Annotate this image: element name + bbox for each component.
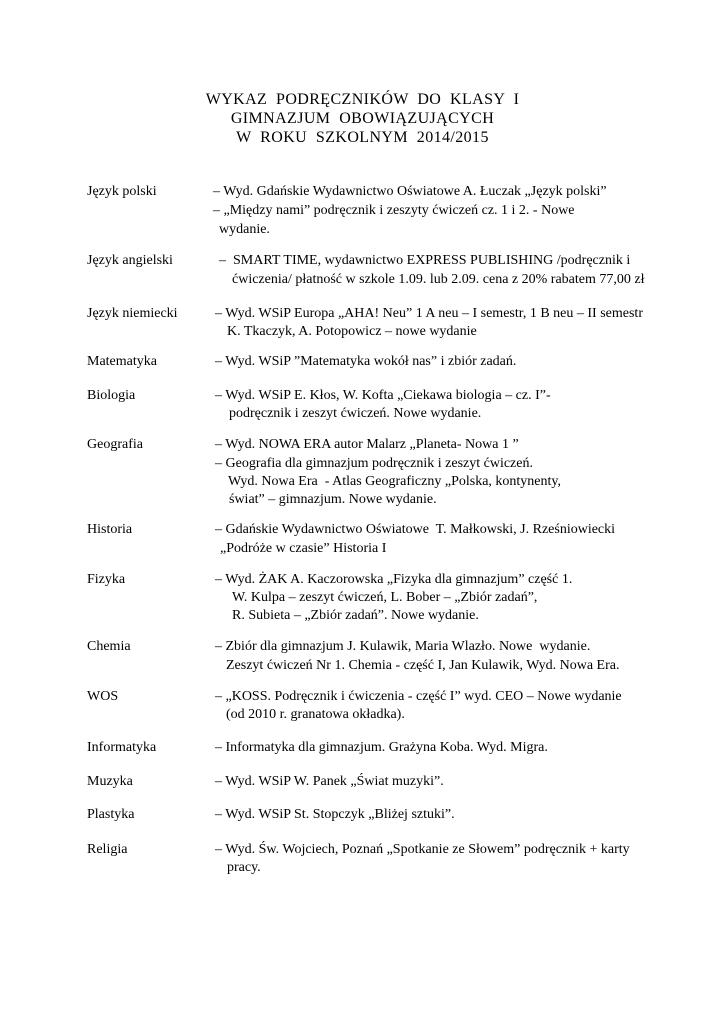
description-line: – Wyd. ŻAK A. Kaczorowska „Fizyka dla gimnazjum” część 1. [215,572,573,587]
subject-name: Informatyka [87,740,157,755]
description-line: Wyd. Nowa Era - Atlas Geograficzny „Polska, kontynenty, [228,474,561,489]
subject-name: Plastyka [87,807,135,822]
title-line-3: W ROKU SZKOLNYM 2014/2015 [236,129,489,146]
description-line: – Wyd. Gdańskie Wydawnictwo Oświatowe A. Łuczak „Język polski” [213,184,607,199]
subject-name: WOS [87,689,119,704]
subject-name: Język angielski [87,253,173,268]
description-line: – Wyd. WSiP E. Kłos, W. Kofta „Ciekawa biologia – cz. I”- [215,388,551,403]
subject-name: Historia [87,522,133,537]
title-line-2: GIMNAZJUM OBOWIĄZUJĄCYCH [230,110,495,127]
description-line: – Zbiór dla gimnazjum J. Kulawik, Maria Wlazło. Nowe wydanie. [215,639,591,654]
description-line: Zeszyt ćwiczeń Nr 1. Chemia - część I, Jan Kulawik, Wyd. Nowa Era. [226,658,620,673]
description-line: ćwiczenia/ płatność w szkole 1.09. lub 2.09. cena z 20% rabatem 77,00 zł [232,272,645,287]
description-line: – Wyd. WSiP ”Matematyka wokół nas” i zbiór zadań. [215,354,517,369]
description-line: K. Tkaczyk, A. Potopowicz – nowe wydanie [227,324,477,339]
subject-name: Fizyka [87,572,126,587]
description-line: – „Między nami” podręcznik i zeszyty ćwiczeń cz. 1 i 2. - Nowe [213,203,575,218]
description-line: – „KOSS. Podręcznik i ćwiczenia - część I” wyd. CEO – Nowe wydanie [215,689,622,704]
description-line: pracy. [227,860,261,875]
description-line: – Gdańskie Wydawnictwo Oświatowe T. Małkowski, J. Rześniowiecki [215,522,616,537]
subject-name: Chemia [87,639,131,654]
document-title [0,90,725,147]
description-line: – Wyd. WSiP St. Stopczyk „Bliżej sztuki”. [215,807,455,822]
description-line: – Wyd. NOWA ERA autor Malarz „Planeta- Nowa 1 ” [215,437,519,452]
subject-name: Język niemiecki [87,306,178,321]
subject-name: Język polski [87,184,157,199]
subject-name: Matematyka [87,354,157,369]
subject-name: Biologia [87,388,136,403]
description-line: – Geografia dla gimnazjum podręcznik i zeszyt ćwiczeń. [215,456,533,471]
description-line: wydanie. [219,222,270,237]
subject-name: Muzyka [87,774,133,789]
description-line: R. Subieta – „Zbiór zadań”. Nowe wydanie. [232,608,479,623]
description-line: świat” – gimnazjum. Nowe wydanie. [229,492,437,507]
description-line: – SMART TIME, wydawnictwo EXPRESS PUBLISHING /podręcznik i [219,253,631,268]
subject-name: Religia [87,842,128,857]
description-line: „Podróże w czasie” Historia I [220,541,387,556]
description-line: (od 2010 r. granatowa okładka). [226,707,405,722]
subject-name: Geografia [87,437,143,452]
description-line: podręcznik i zeszyt ćwiczeń. Nowe wydanie. [229,406,482,421]
description-line: – Informatyka dla gimnazjum. Grażyna Koba. Wyd. Migra. [215,740,548,755]
description-line: – Wyd. WSiP Europa „AHA! Neu” 1 A neu – I semestr, 1 B neu – II semestr [215,306,643,321]
description-line: W. Kulpa – zeszyt ćwiczeń, L. Bober – „Zbiór zadań”, [232,590,538,605]
description-line: – Wyd. Św. Wojciech, Poznań „Spotkanie ze Słowem” podręcznik + karty [215,842,630,857]
title-line-1: WYKAZ PODRĘCZNIKÓW DO KLASY I [205,91,520,108]
description-line: – Wyd. WSiP W. Panek „Świat muzyki”. [215,774,444,789]
